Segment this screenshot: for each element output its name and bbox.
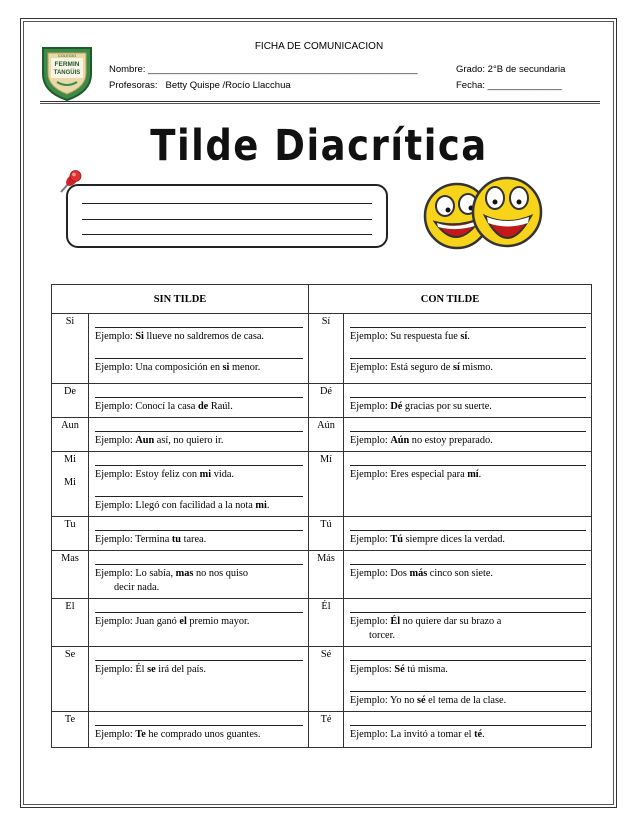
con-word: Sí: [321, 316, 331, 327]
sin-word: Mi: [63, 454, 77, 465]
example-keyword: sí: [460, 331, 468, 342]
con-word-cell: [309, 517, 344, 551]
sin-word: El: [65, 601, 75, 612]
example-keyword: de: [197, 401, 209, 412]
sin-word-cell: [52, 314, 89, 384]
example-keyword: tu: [171, 534, 182, 545]
con-examples-cell: [344, 551, 592, 599]
example-keyword: mi: [255, 500, 267, 511]
example-sentence: [89, 615, 308, 628]
table-row: [52, 647, 592, 712]
con-examples-cell: [344, 418, 592, 452]
table-row: [52, 712, 592, 748]
example-sentence: [89, 400, 308, 413]
definition-blank-line: [95, 347, 303, 359]
con-word: Té: [320, 714, 332, 725]
example-text: Ejemplo: Dos: [350, 568, 410, 579]
example-keyword: Aun: [135, 435, 155, 446]
definition-blank-line: [95, 601, 303, 613]
example-text: Ejemplo:: [95, 729, 136, 740]
example-sentence: [89, 468, 308, 481]
sin-word-cell: [52, 647, 89, 712]
con-word: Más: [317, 553, 335, 564]
svg-text:COLEGIO: COLEGIO: [57, 53, 77, 58]
definition-blank-line: [350, 680, 586, 692]
definition-blank-line: [350, 601, 586, 613]
sin-examples-cell: [89, 314, 309, 384]
table-body: [52, 314, 592, 748]
example-text: Ejemplo: La invitó a tomar el: [350, 729, 475, 740]
date-label: Fecha: ______________: [456, 80, 562, 91]
sin-examples-cell: [89, 599, 309, 647]
definition-blank-line: [350, 649, 586, 661]
example-text: Ejemplo:: [350, 435, 391, 446]
sin-examples-cell: [89, 517, 309, 551]
sin-examples-cell: [89, 712, 309, 748]
con-word: Aún: [317, 420, 335, 431]
example-keyword: Él: [390, 616, 401, 627]
sin-word-cell: [52, 517, 89, 551]
table-row: [52, 452, 592, 517]
example-text: Ejemplo: Juan ganó: [95, 616, 180, 627]
definition-blank-line: [95, 485, 303, 497]
example-text: Ejemplos:: [350, 664, 395, 675]
example-sentence: [344, 567, 591, 580]
example-text: siempre dices la verdad.: [402, 534, 506, 545]
example-text: tarea.: [181, 534, 207, 545]
definition-blank-line: [95, 386, 303, 398]
definition-blank-line: [95, 454, 303, 466]
definition-blank-line: [350, 347, 586, 359]
example-keyword: Aún: [390, 435, 410, 446]
example-keyword: Te: [135, 729, 146, 740]
example-sentence: [344, 663, 591, 676]
sin-word: Mas: [61, 553, 79, 564]
example-sentence: [344, 330, 591, 343]
example-text: Ejemplo: Él: [95, 664, 148, 675]
example-sentence: [344, 361, 591, 374]
definition-blank-line: [95, 553, 303, 565]
example-text: llueve no saldremos de casa.: [143, 331, 265, 342]
con-word-cell: [309, 314, 344, 384]
sin-examples-cell: [89, 551, 309, 599]
header-divider: [40, 101, 600, 104]
example-sentence: [344, 434, 591, 447]
example-text: Ejemplo: Yo no: [350, 695, 417, 706]
sheet-title: FICHA DE COMUNICACION: [254, 41, 384, 52]
con-word: Él: [321, 601, 331, 612]
sin-word: De: [63, 386, 76, 397]
svg-text:TANGÜIS: TANGÜIS: [53, 70, 81, 76]
definition-blank-line: [350, 553, 586, 565]
con-word: Dé: [319, 386, 332, 397]
example-sentence: [89, 499, 308, 512]
con-examples-cell: [344, 517, 592, 551]
example-sentence: [89, 663, 308, 676]
con-word-cell: [309, 418, 344, 452]
note-line: [82, 203, 372, 204]
example-sentence: [89, 330, 308, 343]
example-text: menor.: [229, 362, 261, 373]
example-sentence: [89, 434, 308, 447]
example-text: Ejemplo:: [350, 534, 391, 545]
example-text: Ejemplo: Estoy feliz con: [95, 469, 200, 480]
example-keyword: Sé: [394, 664, 405, 675]
example-text: Ejemplo: Su respuesta fue: [350, 331, 461, 342]
teachers-names: Betty Quispe /Rocío Llacchua: [165, 80, 291, 91]
example-sentence: [344, 728, 591, 741]
definition-blank-line: [350, 714, 586, 726]
example-keyword: más: [409, 568, 428, 579]
sin-word-cell: [52, 599, 89, 647]
example-text: .: [266, 500, 270, 511]
con-word-cell: [309, 712, 344, 748]
example-sentence: [344, 615, 591, 628]
example-sentence: [344, 533, 591, 546]
example-sentence: [89, 567, 308, 580]
definition-blank-line: [350, 420, 586, 432]
smiley-faces-icon: [415, 168, 547, 268]
example-text: Ejemplo: Termina: [95, 534, 172, 545]
example-sentence: [89, 533, 308, 546]
sin-examples-cell: [89, 384, 309, 418]
example-text: Ejemplo:: [95, 435, 136, 446]
col-con-tilde: CON TILDE: [309, 285, 592, 314]
sin-word: Se: [64, 649, 76, 660]
con-examples-cell: [344, 712, 592, 748]
example-keyword: el: [179, 616, 187, 627]
definition-blank-line: [95, 649, 303, 661]
table-row: [52, 418, 592, 452]
con-examples-cell: [344, 384, 592, 418]
example-text: .: [478, 469, 482, 480]
example-keyword: sé: [416, 695, 426, 706]
teachers-line: [109, 80, 291, 91]
table-row: [52, 551, 592, 599]
con-examples-cell: [344, 314, 592, 384]
example-sentence: [344, 468, 591, 481]
definition-blank-line: [95, 714, 303, 726]
sin-word: Tu: [64, 519, 76, 530]
sin-examples-cell: [89, 647, 309, 712]
sin-word: Si: [65, 316, 75, 327]
col-sin-tilde: SIN TILDE: [52, 285, 309, 314]
example-text: Ejemplo: Una composición en: [95, 362, 223, 373]
sin-examples-cell: [89, 418, 309, 452]
example-keyword: Dé: [390, 401, 403, 412]
example-text: mismo.: [459, 362, 494, 373]
con-word: Tú: [320, 519, 332, 530]
notes-box: [66, 184, 388, 248]
table-row: [52, 517, 592, 551]
example-text: vida.: [211, 469, 235, 480]
definition-blank-line: [95, 519, 303, 531]
example-text: Ejemplo:: [95, 331, 136, 342]
example-sentence: [89, 728, 308, 741]
example-keyword: mas: [175, 568, 194, 579]
con-word: Mí: [319, 454, 333, 465]
con-word-cell: [309, 599, 344, 647]
name-blank: ___________________________________________________: [148, 64, 418, 75]
con-examples-cell: [344, 647, 592, 712]
example-text: Ejemplo: Eres especial para: [350, 469, 468, 480]
definition-blank-line: [95, 420, 303, 432]
example-text: tú misma.: [404, 664, 448, 675]
example-text: Ejemplo: Está seguro de: [350, 362, 453, 373]
sin-word: Te: [64, 714, 76, 725]
definition-blank-line: [350, 316, 586, 328]
sin-word-cell: [52, 452, 89, 517]
con-examples-cell: [344, 599, 592, 647]
example-text: Ejemplo:: [350, 401, 391, 412]
example-continuation: decir nada.: [114, 582, 160, 593]
example-text: gracias por su suerte.: [402, 401, 492, 412]
sin-word: Aun: [61, 420, 79, 431]
example-text: así, no quiero ir.: [154, 435, 224, 446]
example-keyword: mí: [467, 469, 479, 480]
main-title: Tilde Diacrítica: [150, 120, 488, 171]
sin-examples-cell: [89, 452, 309, 517]
definition-blank-line: [95, 316, 303, 328]
sin-word-cell: [52, 384, 89, 418]
table-row: [52, 599, 592, 647]
con-word-cell: [309, 384, 344, 418]
definition-blank-line: [350, 386, 586, 398]
example-text: Ejemplo: Conocí la casa: [95, 401, 198, 412]
example-text: .: [482, 729, 485, 740]
example-text: cinco son siete.: [427, 568, 494, 579]
grade-label: Grado: 2°B de secundaria: [456, 64, 566, 75]
note-line: [82, 234, 372, 235]
example-keyword: té: [474, 729, 483, 740]
tilde-table: [51, 284, 592, 748]
sin-word-alt: Mi: [63, 477, 77, 488]
con-word-cell: [309, 452, 344, 517]
example-text: premio mayor.: [186, 616, 250, 627]
definition-blank-line: [350, 519, 586, 531]
example-keyword: si: [222, 362, 230, 373]
example-text: Ejemplo: Llegó con facilidad a la nota: [95, 500, 256, 511]
example-sentence: [344, 694, 591, 707]
example-text: Raúl.: [208, 401, 233, 412]
example-text: no estoy preparado.: [409, 435, 493, 446]
example-text: he comprado unos guantes.: [145, 729, 261, 740]
example-text: Ejemplo: Lo sabía,: [95, 568, 176, 579]
con-word-cell: [309, 551, 344, 599]
name-label: Nombre:: [109, 64, 149, 75]
svg-text:FERMIN: FERMIN: [54, 61, 80, 68]
con-examples-cell: [344, 452, 592, 517]
sin-word-cell: [52, 551, 89, 599]
table-row: [52, 384, 592, 418]
name-line: [109, 64, 418, 75]
example-keyword: Si: [135, 331, 144, 342]
example-keyword: Tú: [390, 534, 403, 545]
table-row: [52, 314, 592, 384]
con-word: Sé: [320, 649, 332, 660]
definition-blank-line: [350, 454, 586, 466]
example-text: el tema de la clase.: [425, 695, 507, 706]
example-keyword: sí: [452, 362, 460, 373]
example-text: irá del país.: [155, 664, 206, 675]
example-sentence: [344, 400, 591, 413]
note-line: [82, 219, 372, 220]
example-continuation: torcer.: [369, 630, 396, 641]
example-keyword: mi: [199, 469, 212, 480]
table-header-row: [52, 285, 592, 314]
sin-word-cell: [52, 712, 89, 748]
example-text: Ejemplo:: [350, 616, 391, 627]
example-keyword: se: [147, 664, 156, 675]
example-text: .: [467, 331, 470, 342]
example-sentence: [89, 361, 308, 374]
con-word-cell: [309, 647, 344, 712]
sin-word-cell: [52, 418, 89, 452]
teachers-label: Profesoras:: [109, 80, 158, 91]
example-text: no nos quiso: [193, 568, 249, 579]
example-text: no quiere dar su brazo a: [400, 616, 502, 627]
